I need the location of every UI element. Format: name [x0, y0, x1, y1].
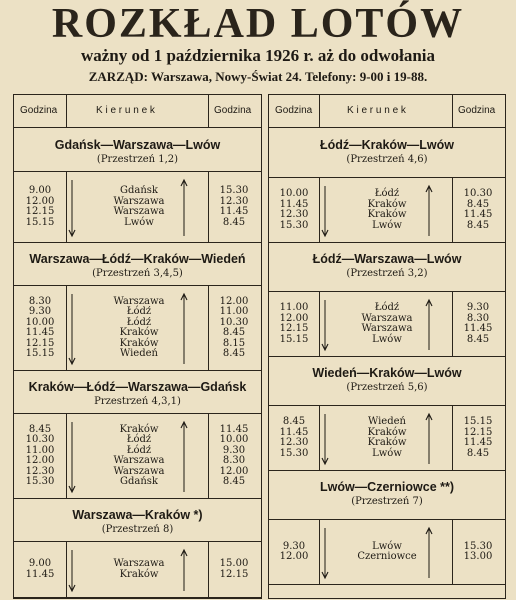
- route-header: [14, 251, 261, 280]
- route-name: Łódź—Warszawa—Lwów: [312, 252, 462, 266]
- departure-time: 9.00: [28, 185, 52, 196]
- arrival-time: 12.15: [463, 426, 493, 438]
- arrow-up-icon: [426, 528, 432, 578]
- departure-time: 12.00: [25, 195, 55, 207]
- departure-time: 11.00: [25, 444, 55, 456]
- route-name: Warszawa—Kraków *): [72, 508, 203, 522]
- city-name: Warszawa: [113, 206, 165, 217]
- city-name: Kraków: [367, 209, 407, 220]
- route-sector: (Przestrzeń 5,6): [346, 382, 428, 393]
- arrival-time: 12.00: [219, 465, 249, 477]
- city-name: Warszawa: [113, 455, 165, 466]
- route-name: Łódź—Kraków—Lwów: [319, 138, 455, 152]
- direction-arrows: [14, 286, 254, 372]
- route-schedule: [14, 285, 261, 371]
- city-name: Kraków: [119, 568, 159, 580]
- arrow-down-icon: [322, 300, 328, 350]
- arrow-up-icon: [426, 414, 432, 464]
- arrival-time: 10.30: [219, 316, 249, 328]
- arrival-time: 15.15: [463, 416, 493, 427]
- city-name: Wiedeń: [368, 416, 406, 427]
- departure-time: 8.45: [28, 423, 52, 435]
- city-name: Gdańsk: [120, 185, 158, 196]
- city-name: Lwów: [372, 447, 402, 459]
- city-name: Kraków: [119, 337, 159, 349]
- route-name: Gdańsk—Warszawa—Lwów: [54, 138, 221, 152]
- departure-time: 9.30: [28, 306, 52, 317]
- departure-time: 11.45: [279, 426, 309, 438]
- arrival-time: 15.30: [463, 540, 493, 552]
- arrow-down-icon: [69, 180, 75, 236]
- arrival-time: 8.45: [222, 348, 246, 359]
- departure-time: 11.00: [279, 302, 309, 313]
- route-block: [14, 371, 261, 499]
- route-header: [269, 251, 505, 280]
- arrival-time: 12.30: [219, 195, 249, 207]
- arrival-time: 8.30: [466, 312, 490, 324]
- timetable-right-column: [268, 94, 506, 599]
- route-sector: (Przestrzeń 7): [351, 496, 423, 507]
- route-schedule: [269, 291, 505, 357]
- route-block: [269, 129, 505, 243]
- page-title: ROZKŁAD LOTÓW: [51, 1, 465, 47]
- header-kierunek: K i e r u n e k: [96, 105, 155, 116]
- city-name: Kraków: [367, 198, 407, 210]
- city-name: Warszawa: [113, 558, 165, 569]
- column-header-left: [14, 95, 261, 128]
- arrival-time: 10.00: [219, 434, 249, 445]
- departure-time: 10.30: [25, 434, 55, 445]
- departure-time: 10.00: [25, 316, 55, 328]
- header-godzina-departure: Godzina: [275, 105, 313, 116]
- arrival-time: 9.30: [222, 444, 246, 456]
- direction-arrows: [269, 178, 509, 244]
- arrival-time: 8.45: [466, 447, 490, 459]
- route-block: [269, 471, 505, 585]
- arrow-down-icon: [322, 414, 328, 464]
- arrow-up-icon: [426, 186, 432, 236]
- city-name: Łódź: [126, 306, 152, 317]
- arrival-time: 12.15: [219, 568, 249, 580]
- route-schedule: [269, 405, 505, 471]
- departure-time: 12.15: [279, 323, 309, 334]
- arrow-down-icon: [69, 294, 75, 364]
- departure-time: 11.45: [25, 327, 55, 338]
- direction-arrows: [14, 414, 254, 500]
- route-block: [14, 243, 261, 371]
- arrival-time: 9.30: [466, 302, 490, 313]
- departure-time: 11.45: [279, 198, 309, 210]
- arrival-time: 10.30: [463, 188, 493, 199]
- arrival-time: 15.00: [219, 558, 249, 569]
- arrival-time: 11.45: [219, 206, 249, 217]
- departure-time: 12.00: [25, 455, 55, 466]
- departure-time: 15.15: [25, 348, 55, 359]
- departure-time: 9.30: [282, 540, 306, 552]
- route-schedule: [14, 171, 261, 243]
- city-name: Kraków: [119, 327, 159, 338]
- departure-time: 15.15: [25, 216, 55, 228]
- departure-time: 15.30: [279, 219, 309, 231]
- route-header: [14, 379, 261, 408]
- arrow-up-icon: [181, 294, 187, 364]
- arrow-up-icon: [181, 422, 187, 492]
- route-block: [14, 499, 261, 598]
- route-header: [14, 507, 261, 536]
- arrival-time: 11.45: [463, 209, 493, 220]
- route-sector: (Przestrzeń 4,6): [346, 154, 428, 165]
- city-name: Gdańsk: [120, 476, 158, 487]
- timetable-left-column: [13, 94, 262, 599]
- route-block: [269, 357, 505, 471]
- departure-time: 15.30: [25, 476, 55, 487]
- departure-time: 11.45: [25, 568, 55, 580]
- city-name: Łódź: [126, 316, 152, 328]
- city-name: Lwów: [372, 540, 402, 552]
- route-header: [269, 365, 505, 394]
- route-sector: (Przestrzeń 8): [101, 524, 174, 535]
- route-name: Lwów—Czerniowce **): [319, 480, 455, 494]
- arrival-time: 12.00: [219, 295, 249, 307]
- city-name: Łódź: [126, 444, 152, 456]
- direction-arrows: [269, 406, 509, 472]
- city-name: Warszawa: [113, 465, 165, 477]
- route-sector: Przestrzeń 4,3,1): [94, 396, 181, 407]
- city-name: Łódź: [374, 188, 400, 199]
- arrival-time: 8.45: [222, 216, 246, 228]
- header-godzina-arrival: Godzina: [214, 105, 252, 116]
- route-schedule: [269, 519, 505, 585]
- departure-time: 9.00: [28, 558, 52, 569]
- route-block: [14, 129, 261, 243]
- route-name: Kraków—Łódź—Warszawa—Gdańsk: [28, 380, 247, 394]
- route-schedule: [269, 177, 505, 243]
- city-name: Lwów: [124, 216, 154, 228]
- arrival-time: 11.00: [219, 306, 249, 317]
- route-header: [269, 137, 505, 166]
- route-sector: (Przestrzeń 3,4,5): [92, 268, 183, 279]
- city-name: Warszawa: [113, 295, 165, 307]
- departure-time: 15.15: [279, 333, 309, 345]
- route-sector: (Przestrzeń 3,2): [346, 268, 428, 279]
- arrival-time: 8.30: [222, 455, 246, 466]
- city-name: Warszawa: [361, 312, 413, 324]
- arrival-time: 13.00: [463, 551, 493, 562]
- direction-arrows: [269, 520, 509, 586]
- departure-time: 10.00: [279, 188, 309, 199]
- departure-time: 15.30: [279, 447, 309, 459]
- arrival-time: 8.15: [222, 337, 246, 349]
- departure-time: 12.30: [25, 465, 55, 477]
- city-name: Czerniowce: [357, 551, 417, 562]
- header-godzina-departure: Godzina: [20, 105, 58, 116]
- city-name: Warszawa: [113, 195, 165, 207]
- direction-arrows: [269, 292, 509, 358]
- arrival-time: 11.45: [463, 323, 493, 334]
- departure-time: 12.15: [25, 337, 55, 349]
- header-godzina-arrival: Godzina: [458, 105, 496, 116]
- route-block: [269, 243, 505, 357]
- departure-time: 12.00: [279, 551, 309, 562]
- arrival-time: 8.45: [222, 327, 246, 338]
- route-header: [269, 479, 505, 508]
- arrival-time: 8.45: [466, 198, 490, 210]
- arrival-time: 11.45: [463, 437, 493, 448]
- header-kierunek: K i e r u n e k: [347, 105, 406, 116]
- city-name: Kraków: [367, 426, 407, 438]
- city-name: Łódź: [126, 434, 152, 445]
- route-name: Warszawa—Łódź—Kraków—Wiedeń: [29, 252, 246, 266]
- arrow-up-icon: [181, 180, 187, 236]
- city-name: Kraków: [367, 437, 407, 448]
- arrival-time: 8.45: [466, 219, 490, 231]
- validity-subtitle: ważny od 1 października 1926 r. aż do odwołania: [80, 46, 436, 65]
- city-name: Warszawa: [361, 323, 413, 334]
- city-name: Kraków: [119, 423, 159, 435]
- departure-time: 12.30: [279, 209, 309, 220]
- arrival-time: 11.45: [219, 423, 249, 435]
- departure-time: 12.00: [279, 312, 309, 324]
- column-header-right: [269, 95, 505, 128]
- city-name: Lwów: [372, 333, 402, 345]
- departure-time: 8.45: [282, 416, 306, 427]
- route-header: [14, 137, 261, 166]
- departure-time: 12.15: [25, 206, 55, 217]
- direction-arrows: [14, 542, 254, 599]
- direction-arrows: [14, 172, 254, 244]
- arrival-time: 8.45: [222, 476, 246, 487]
- departure-time: 12.30: [279, 437, 309, 448]
- arrow-down-icon: [69, 422, 75, 492]
- arrival-time: 8.45: [466, 333, 490, 345]
- arrival-time: 15.30: [219, 185, 249, 196]
- arrow-up-icon: [181, 550, 187, 591]
- route-sector: (Przestrzeń 1,2): [96, 154, 179, 165]
- arrow-down-icon: [69, 550, 75, 591]
- management-contact: ZARZĄD: Warszawa, Nowy-Świat 24. Telefony: 9-00 i 19-88.: [88, 69, 428, 84]
- arrow-up-icon: [426, 300, 432, 350]
- departure-time: 8.30: [28, 295, 52, 307]
- route-schedule: [14, 413, 261, 499]
- arrow-down-icon: [322, 186, 328, 236]
- route-name: Wiedeń—Kraków—Lwów: [312, 366, 462, 380]
- city-name: Wiedeń: [120, 348, 158, 359]
- arrow-down-icon: [322, 528, 328, 578]
- route-schedule: [14, 541, 261, 598]
- city-name: Łódź: [374, 302, 400, 313]
- city-name: Lwów: [372, 219, 402, 231]
